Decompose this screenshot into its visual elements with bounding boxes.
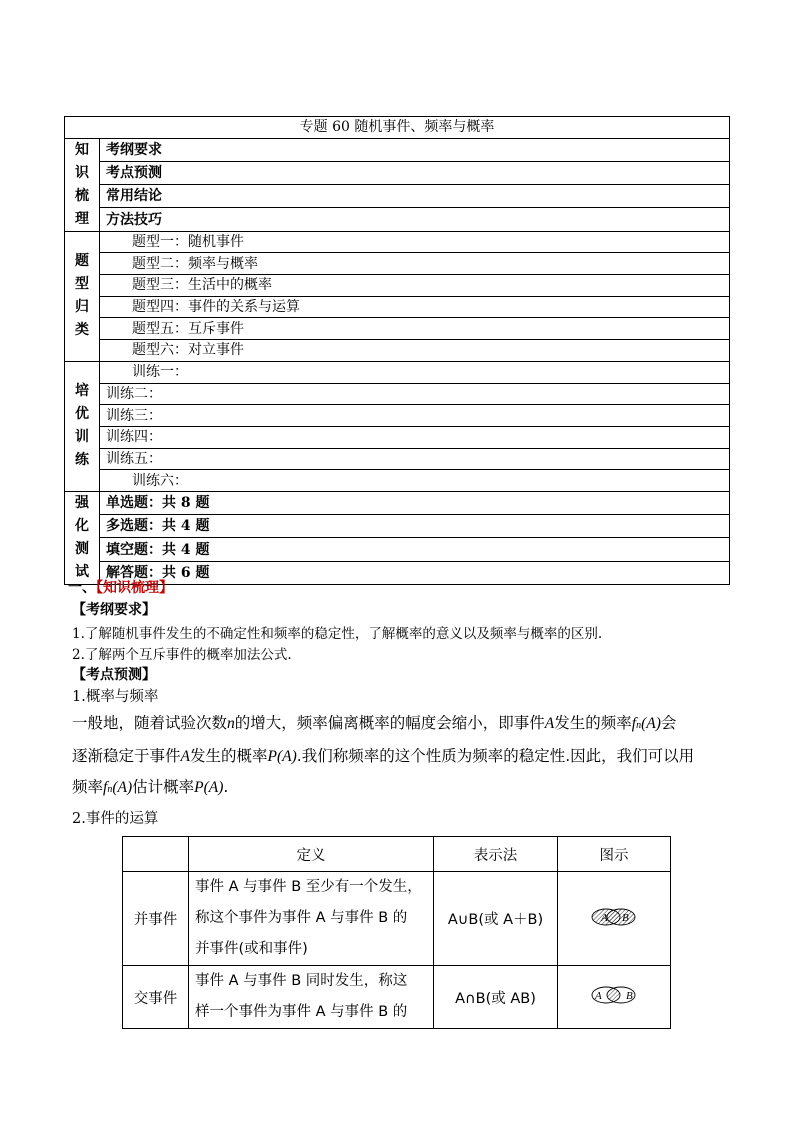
toc-row <box>65 296 730 318</box>
toc-item: 训练四： <box>100 426 730 448</box>
table-row <box>123 966 671 1029</box>
toc-row <box>65 253 730 275</box>
toc-item: 单选题：共 8 题 <box>100 491 730 514</box>
toc-item: 多选题：共 4 题 <box>100 515 730 538</box>
toc-item: 解答题：共 6 题 <box>100 561 730 584</box>
venn-label-b: B <box>622 911 629 924</box>
toc-row <box>65 426 730 448</box>
section-heading <box>68 577 173 597</box>
row-name: 交事件 <box>123 966 189 1029</box>
toc-row <box>65 318 730 340</box>
toc-item: 题型三：生活中的概率 <box>100 275 730 297</box>
toc-item: 题型六：对立事件 <box>100 340 730 362</box>
toc-row <box>65 470 730 492</box>
event-table <box>122 836 671 1029</box>
venn-label-a: A <box>595 990 602 1002</box>
toc-section-label: 强 化 测 试 <box>65 491 100 584</box>
kaogang-line-2: 2.了解两个互斥事件的概率加法公式. <box>72 647 292 663</box>
toc-row <box>65 361 730 383</box>
toc-row <box>65 231 730 253</box>
toc-item: 训练六： <box>100 470 730 492</box>
toc-title: 专题 60 随机事件、频率与概率 <box>65 117 730 139</box>
toc-section-label: 题 型 归 类 <box>65 231 100 361</box>
toc-row <box>65 383 730 405</box>
header-diagram: 图示 <box>558 837 671 872</box>
toc-item: 训练二： <box>100 383 730 405</box>
toc-item: 训练五： <box>100 448 730 470</box>
toc-row <box>65 405 730 427</box>
row-definition: 事件 A 与事件 B 同时发生，称这 样一个事件为事件 A 与事件 B 的 <box>189 966 434 1029</box>
table-row <box>123 872 671 966</box>
toc-row <box>65 340 730 362</box>
toc-row <box>65 185 730 208</box>
union-venn-icon <box>586 906 642 928</box>
toc-item: 训练一： <box>100 361 730 383</box>
toc-row <box>65 275 730 297</box>
toc-row <box>65 491 730 514</box>
kaodian-title: 【考点预测】 <box>72 667 156 683</box>
toc-item: 题型五：互斥事件 <box>100 318 730 340</box>
intersection-diagram <box>558 966 671 1029</box>
kaogang-title: 【考纲要求】 <box>72 602 156 618</box>
row-name: 并事件 <box>123 872 189 966</box>
toc-row <box>65 138 730 161</box>
item2-title: 2.事件的运算 <box>72 811 159 827</box>
toc-item: 方法技巧 <box>100 208 730 231</box>
toc-item: 填空题：共 4 题 <box>100 538 730 561</box>
toc-item: 考点预测 <box>100 161 730 184</box>
toc-table <box>64 116 730 585</box>
toc-item: 常用结论 <box>100 185 730 208</box>
venn-label-b: B <box>626 990 633 1002</box>
toc-row <box>65 448 730 470</box>
heading-text: 【知识梳理】 <box>96 580 173 596</box>
header-definition: 定义 <box>189 837 434 872</box>
toc-item: 题型二：频率与概率 <box>100 253 730 275</box>
event-table-header <box>123 837 671 872</box>
intersection-venn-icon <box>586 984 642 1006</box>
row-definition: 事件 A 与事件 B 至少有一个发生， 称这个事件为事件 A 与事件 B 的 并事件(或和事件) <box>189 872 434 966</box>
toc-row <box>65 208 730 231</box>
toc-item: 题型一：随机事件 <box>100 231 730 253</box>
heading-prefix: 一、 <box>68 580 96 596</box>
toc-item: 考纲要求 <box>100 138 730 161</box>
probability-paragraph: 一般地，随着试验次数n的增大，频率偏离概率的幅度会缩小，即事件A发生的频率fn(A)会 逐渐稳定于事件A发生的概率P(A).我们称频率的这个性质为频率的稳定性.因此，我们可以用 频率fn(A)估计概率P(A). <box>72 714 695 796</box>
row-notation: A∪B(或 A＋B) <box>434 872 558 966</box>
toc-item: 训练三： <box>100 405 730 427</box>
toc-section-label: 知 识 梳 理 <box>65 138 100 231</box>
union-diagram <box>558 872 671 966</box>
toc-item: 题型四：事件的关系与运算 <box>100 296 730 318</box>
toc-section-label: 培 优 训 练 <box>65 361 100 491</box>
toc-row <box>65 161 730 184</box>
row-notation: A∩B(或 AB) <box>434 966 558 1029</box>
header-empty <box>123 837 189 872</box>
toc-row <box>65 515 730 538</box>
item1-title: 1.概率与频率 <box>72 689 159 705</box>
kaogang-line-1: 1.了解随机事件发生的不确定性和频率的稳定性，了解概率的意义以及频率与概率的区别. <box>72 626 603 642</box>
venn-label-a: A <box>601 911 608 924</box>
header-notation: 表示法 <box>434 837 558 872</box>
toc-row <box>65 538 730 561</box>
